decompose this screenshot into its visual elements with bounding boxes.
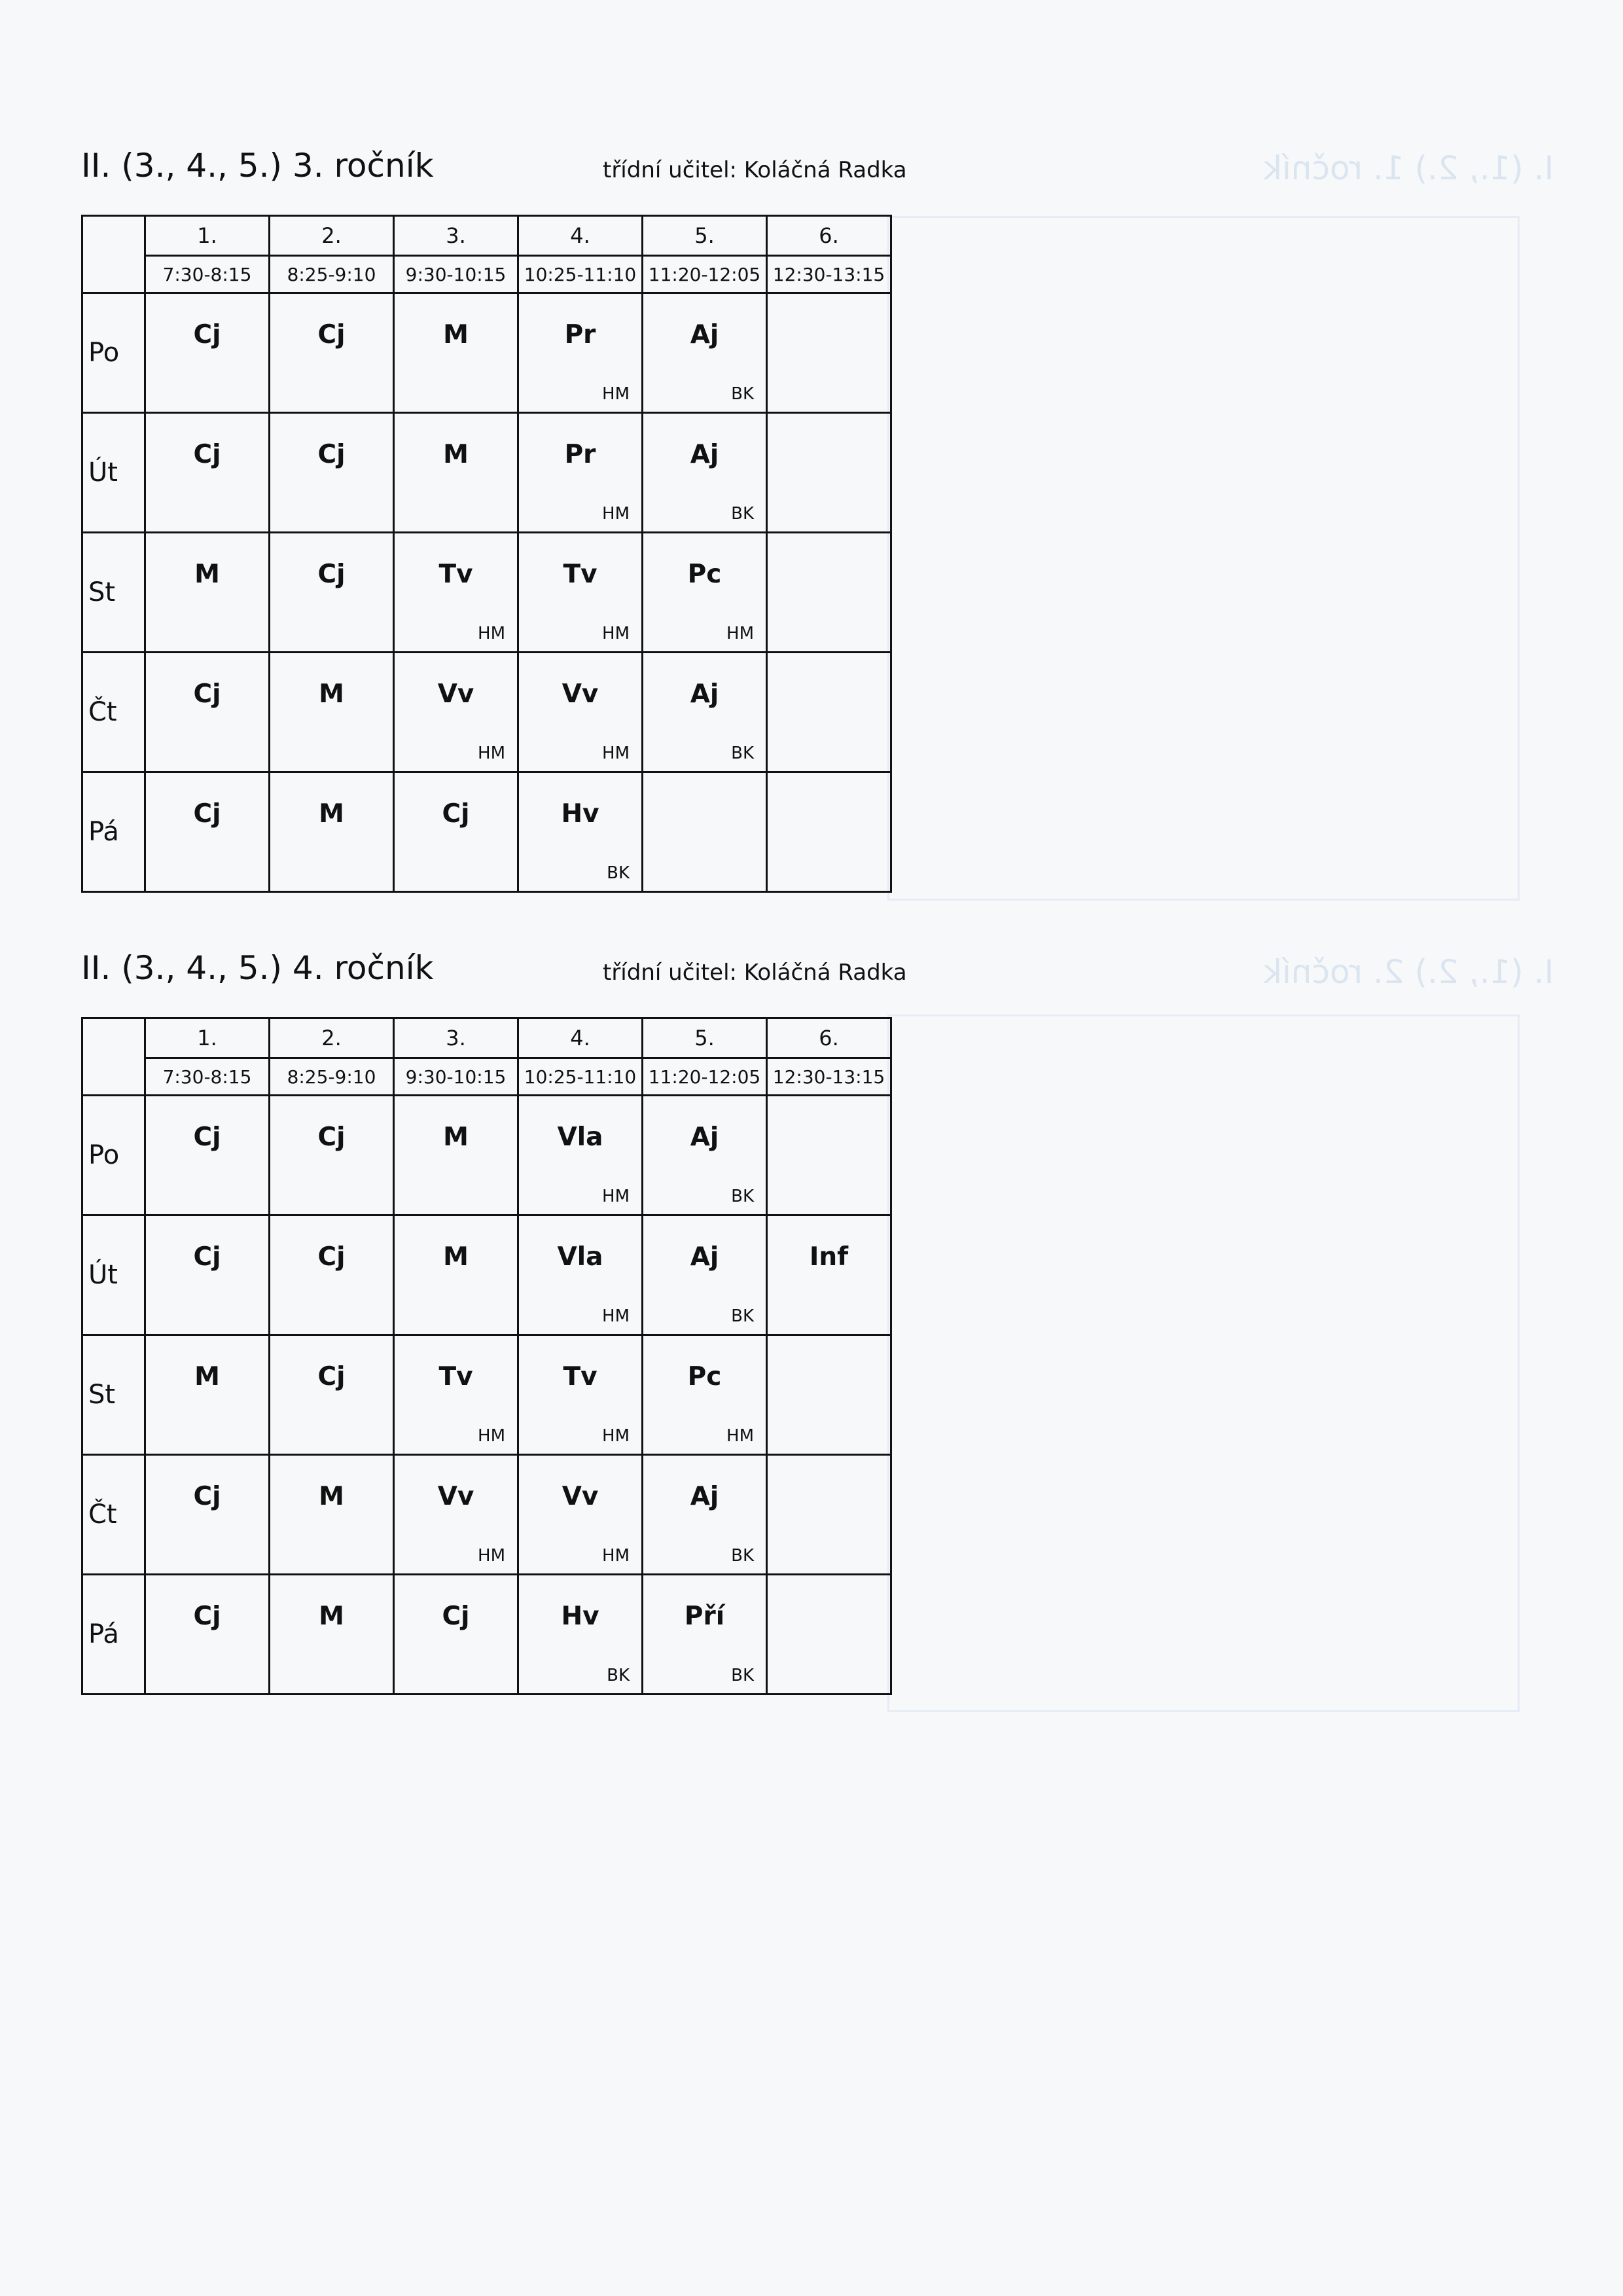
subject-code: Tv bbox=[438, 1362, 473, 1391]
subject-code bbox=[768, 679, 890, 712]
subject-code: M bbox=[443, 1242, 469, 1272]
period-time: 12:30-13:15 bbox=[767, 256, 891, 293]
timetable-grid bbox=[81, 215, 892, 893]
subject-code: Tv bbox=[563, 560, 597, 589]
subject-code: M bbox=[443, 440, 469, 469]
header-corner bbox=[82, 216, 145, 293]
teacher-initials: HM bbox=[478, 1426, 505, 1446]
section-title: II. (3., 4., 5.) 4. ročník bbox=[81, 949, 434, 987]
subject-code: Hv bbox=[561, 799, 599, 829]
teacher-initials: HM bbox=[602, 504, 630, 524]
teacher-initials: BK bbox=[607, 863, 630, 883]
timetable-grid bbox=[81, 1017, 892, 1695]
lesson-cell bbox=[643, 1335, 767, 1455]
class-teacher-label: třídní učitel: Koláčná Radka bbox=[603, 157, 907, 183]
subject-code: Cj bbox=[193, 1242, 221, 1272]
lesson-cell bbox=[270, 533, 394, 653]
day-label: St bbox=[82, 1335, 145, 1455]
subject-code: M bbox=[443, 320, 469, 350]
lesson-cell bbox=[643, 1096, 767, 1215]
subject-code bbox=[768, 1482, 890, 1515]
subject-code: Cj bbox=[317, 560, 346, 589]
subject-code bbox=[643, 799, 766, 832]
lesson-cell bbox=[270, 1455, 394, 1575]
lesson-cell bbox=[518, 772, 643, 892]
day-label: Čt bbox=[82, 1455, 145, 1575]
day-row bbox=[82, 533, 891, 653]
lesson-cell bbox=[145, 293, 270, 413]
lesson-cell bbox=[270, 1575, 394, 1695]
section-title: II. (3., 4., 5.) 3. ročník bbox=[81, 147, 434, 185]
lesson-cell bbox=[643, 1455, 767, 1575]
period-number: 4. bbox=[518, 216, 643, 256]
subject-code: Tv bbox=[438, 560, 473, 589]
lesson-cell bbox=[518, 1575, 643, 1695]
subject-code: Cj bbox=[317, 440, 346, 469]
day-row bbox=[82, 293, 891, 413]
lesson-cell bbox=[145, 533, 270, 653]
day-row bbox=[82, 1455, 891, 1575]
subject-code bbox=[768, 1602, 890, 1634]
teacher-initials: HM bbox=[726, 1426, 754, 1446]
teacher-initials: HM bbox=[478, 1546, 505, 1566]
subject-code: Cj bbox=[317, 320, 346, 350]
period-time: 7:30-8:15 bbox=[145, 1058, 270, 1096]
period-time: 8:25-9:10 bbox=[270, 1058, 394, 1096]
subject-code: Aj bbox=[690, 679, 719, 709]
period-time: 11:20-12:05 bbox=[643, 256, 767, 293]
lesson-cell bbox=[643, 772, 767, 892]
subject-code: Cj bbox=[193, 440, 221, 469]
lesson-cell bbox=[643, 1575, 767, 1695]
subject-code: Cj bbox=[193, 799, 221, 829]
subject-code: Pc bbox=[687, 1362, 722, 1391]
lesson-cell bbox=[394, 1455, 518, 1575]
subject-code: M bbox=[319, 679, 344, 709]
subject-code: Cj bbox=[317, 1122, 346, 1152]
period-number: 6. bbox=[767, 216, 891, 256]
subject-code: M bbox=[319, 799, 344, 829]
teacher-initials: HM bbox=[726, 624, 754, 643]
day-label: Po bbox=[82, 293, 145, 413]
period-number: 3. bbox=[394, 216, 518, 256]
teacher-initials: BK bbox=[731, 744, 754, 763]
lesson-cell bbox=[643, 653, 767, 772]
period-time: 9:30-10:15 bbox=[394, 256, 518, 293]
teacher-initials: HM bbox=[602, 384, 630, 404]
period-number: 5. bbox=[643, 216, 767, 256]
teacher-initials: BK bbox=[731, 1546, 754, 1566]
subject-code bbox=[768, 320, 890, 353]
teacher-initials: HM bbox=[602, 1306, 630, 1326]
lesson-cell bbox=[270, 293, 394, 413]
lesson-cell bbox=[270, 413, 394, 533]
subject-code: Vv bbox=[562, 679, 599, 709]
subject-code: Aj bbox=[690, 1482, 719, 1511]
teacher-initials: BK bbox=[731, 1306, 754, 1326]
period-number: 2. bbox=[270, 216, 394, 256]
subject-code: Pr bbox=[564, 320, 596, 350]
lesson-cell bbox=[518, 653, 643, 772]
lesson-cell bbox=[767, 1575, 891, 1695]
subject-code bbox=[768, 440, 890, 473]
lesson-cell bbox=[145, 653, 270, 772]
lesson-cell bbox=[518, 1335, 643, 1455]
teacher-initials: BK bbox=[731, 504, 754, 524]
lesson-cell bbox=[145, 1455, 270, 1575]
teacher-initials: BK bbox=[731, 1187, 754, 1206]
day-row bbox=[82, 772, 891, 892]
lesson-cell bbox=[767, 533, 891, 653]
subject-code: Cj bbox=[193, 1122, 221, 1152]
subject-code: Vla bbox=[557, 1122, 603, 1152]
lesson-cell bbox=[643, 533, 767, 653]
lesson-cell bbox=[767, 1096, 891, 1215]
teacher-initials: HM bbox=[602, 1187, 630, 1206]
subject-code: Cj bbox=[193, 679, 221, 709]
header-corner bbox=[82, 1018, 145, 1096]
lesson-cell bbox=[270, 653, 394, 772]
ghost-page-2 bbox=[887, 1008, 1542, 1715]
subject-code: Vv bbox=[437, 679, 474, 709]
subject-code bbox=[768, 560, 890, 592]
lesson-cell bbox=[145, 772, 270, 892]
subject-code: Cj bbox=[193, 320, 221, 350]
lesson-cell bbox=[767, 293, 891, 413]
lesson-cell bbox=[145, 1575, 270, 1695]
lesson-cell bbox=[767, 413, 891, 533]
lesson-cell bbox=[518, 1096, 643, 1215]
subject-code: Aj bbox=[690, 440, 719, 469]
period-time: 7:30-8:15 bbox=[145, 256, 270, 293]
period-number: 4. bbox=[518, 1018, 643, 1058]
period-time: 9:30-10:15 bbox=[394, 1058, 518, 1096]
lesson-cell bbox=[518, 413, 643, 533]
lesson-cell bbox=[270, 772, 394, 892]
subject-code: Hv bbox=[561, 1602, 599, 1631]
lesson-cell bbox=[767, 653, 891, 772]
period-time: 10:25-11:10 bbox=[518, 1058, 643, 1096]
period-time: 12:30-13:15 bbox=[767, 1058, 891, 1096]
lesson-cell bbox=[270, 1335, 394, 1455]
day-label: Pá bbox=[82, 1575, 145, 1695]
day-label: Út bbox=[82, 1215, 145, 1335]
period-number: 2. bbox=[270, 1018, 394, 1058]
lesson-cell bbox=[145, 1096, 270, 1215]
lesson-cell bbox=[394, 1575, 518, 1695]
teacher-initials: HM bbox=[602, 744, 630, 763]
period-number: 6. bbox=[767, 1018, 891, 1058]
subject-code: M bbox=[319, 1482, 344, 1511]
lesson-cell bbox=[394, 772, 518, 892]
class-teacher-label: třídní učitel: Koláčná Radka bbox=[603, 960, 907, 986]
ghost-title-2: I. (1., 2.) 2. ročník bbox=[1263, 953, 1554, 991]
period-time: 8:25-9:10 bbox=[270, 256, 394, 293]
day-label: St bbox=[82, 533, 145, 653]
day-label: Po bbox=[82, 1096, 145, 1215]
lesson-cell bbox=[394, 1096, 518, 1215]
lesson-cell bbox=[145, 1335, 270, 1455]
subject-code: Aj bbox=[690, 1242, 719, 1272]
day-row bbox=[82, 1575, 891, 1695]
subject-code: Pr bbox=[564, 440, 596, 469]
subject-code: Vla bbox=[557, 1242, 603, 1272]
subject-code: M bbox=[194, 560, 220, 589]
lesson-cell bbox=[394, 1335, 518, 1455]
subject-code: Cj bbox=[317, 1242, 346, 1272]
teacher-initials: BK bbox=[731, 1666, 754, 1685]
subject-code: Vv bbox=[437, 1482, 474, 1511]
period-time: 10:25-11:10 bbox=[518, 256, 643, 293]
teacher-initials: HM bbox=[602, 1426, 630, 1446]
subject-code: Cj bbox=[442, 1602, 470, 1631]
period-number: 5. bbox=[643, 1018, 767, 1058]
day-row bbox=[82, 1096, 891, 1215]
lesson-cell bbox=[643, 1215, 767, 1335]
subject-code: Aj bbox=[690, 1122, 719, 1152]
teacher-initials: HM bbox=[602, 1546, 630, 1566]
lesson-cell bbox=[394, 413, 518, 533]
subject-code: M bbox=[194, 1362, 220, 1391]
lesson-cell bbox=[518, 1455, 643, 1575]
subject-code: Cj bbox=[193, 1602, 221, 1631]
subject-code bbox=[768, 799, 890, 832]
teacher-initials: HM bbox=[478, 624, 505, 643]
subject-code bbox=[768, 1362, 890, 1395]
lesson-cell bbox=[643, 413, 767, 533]
lesson-cell bbox=[518, 293, 643, 413]
lesson-cell bbox=[518, 1215, 643, 1335]
teacher-initials: HM bbox=[602, 624, 630, 643]
lesson-cell bbox=[767, 772, 891, 892]
ghost-title-1: I. (1., 2.) 1. ročník bbox=[1263, 149, 1554, 187]
subject-code: Aj bbox=[690, 320, 719, 350]
subject-code: Cj bbox=[317, 1362, 346, 1391]
subject-code: Cj bbox=[193, 1482, 221, 1511]
lesson-cell bbox=[394, 293, 518, 413]
lesson-cell bbox=[145, 413, 270, 533]
day-label: Út bbox=[82, 413, 145, 533]
day-row bbox=[82, 1335, 891, 1455]
lesson-cell bbox=[518, 533, 643, 653]
period-number: 1. bbox=[145, 216, 270, 256]
day-row bbox=[82, 653, 891, 772]
ghost-page-1 bbox=[887, 137, 1542, 903]
lesson-cell bbox=[270, 1215, 394, 1335]
day-label: Pá bbox=[82, 772, 145, 892]
teacher-initials: HM bbox=[478, 744, 505, 763]
subject-code bbox=[768, 1122, 890, 1155]
lesson-cell bbox=[394, 653, 518, 772]
subject-code: M bbox=[443, 1122, 469, 1152]
lesson-cell bbox=[767, 1215, 891, 1335]
teacher-initials: BK bbox=[607, 1666, 630, 1685]
lesson-cell bbox=[270, 1096, 394, 1215]
lesson-cell bbox=[394, 1215, 518, 1335]
day-label: Čt bbox=[82, 653, 145, 772]
day-row bbox=[82, 413, 891, 533]
period-number: 1. bbox=[145, 1018, 270, 1058]
subject-code: Vv bbox=[562, 1482, 599, 1511]
lesson-cell bbox=[643, 293, 767, 413]
subject-code: Tv bbox=[563, 1362, 597, 1391]
teacher-initials: BK bbox=[731, 384, 754, 404]
lesson-cell bbox=[767, 1455, 891, 1575]
period-time: 11:20-12:05 bbox=[643, 1058, 767, 1096]
subject-code: Cj bbox=[442, 799, 470, 829]
subject-code: Inf bbox=[809, 1242, 849, 1272]
lesson-cell bbox=[145, 1215, 270, 1335]
period-number: 3. bbox=[394, 1018, 518, 1058]
lesson-cell bbox=[767, 1335, 891, 1455]
lesson-cell bbox=[394, 533, 518, 653]
subject-code: M bbox=[319, 1602, 344, 1631]
subject-code: Pří bbox=[684, 1602, 725, 1631]
day-row bbox=[82, 1215, 891, 1335]
subject-code: Pc bbox=[687, 560, 722, 589]
